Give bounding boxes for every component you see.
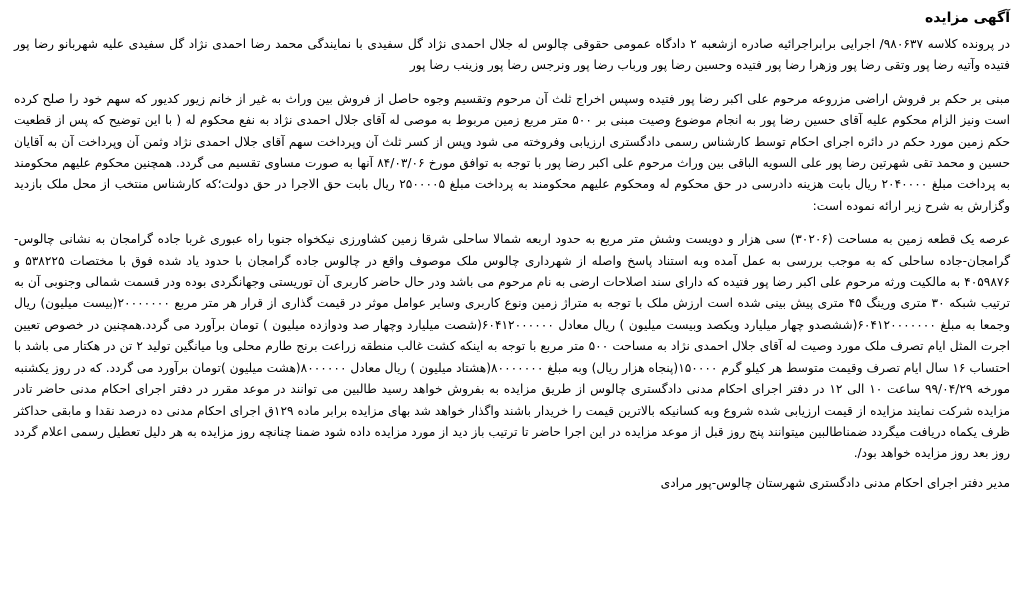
signature-line: مدیر دفتر اجرای احکام مدنی دادگستری شهرستان چالوس-پور مرادی	[660, 475, 1010, 490]
notice-title: آگهی مزایده	[924, 10, 1010, 26]
property-description-paragraph: عرصه یک قطعه زمین به مساحت (۳۰۲۰۶) سی هزار و دویست وشش متر مربع به حدود اربعه شمالا ساحلی شرقا زمین کشاورزی نیکخواه جنوبا راه عبوری غربا جاده گرامجان به نشانی چالوس- گرامجان-جاده ساحلی که به موجب بررسی به عمل آمده وبه استناد پاسخ واصله از شهرداری چالوس ملک موصوف واقع در چالوس جاده گرامجان با حدود یاد شده فوق با مختصات ۵۳۸۲۲۵ و ۴۰۵۹۸۷۶ به مالکیت ورثه مرحوم علی اکبر رضا پور فتیده که دارای سند اصلاحات ارضی به نام مرحوم می باشد ودر حال حاضر کاربری آن توریستی وجهانگردی بوده ودر قسمت شمالی وجنوبی آن به ترتیب شبکه ۳۰ متری ورینگ ۴۵ متری پیش بینی شده است ارزش ملک با توجه به متراژ زمین ونوع کاربری وسایر عوامل موثر در قیمت گذاری از قرار هر متر مربع ۲۰۰۰۰۰۰۰(بیست میلیون) ریال وجمعا به مبلغ ۶۰۴۱۲۰۰۰۰۰۰۰(ششصدو چهار میلیارد ویکصد وبیست میلیون ) ریال معادل ۶۰۴۱۲۰۰۰۰۰۰(شصت میلیارد وچهار صد ودوازده میلیون ) تومان برآورد می گردد.همچنین در خصوص تعیین اجرت المثل ایام تصرف ملک مورد وصیت له آقای جلال احمدی نژاد به مساحت ۵۰۰ متر مربع با توجه به اینکه کشت غالب منطقه زراعت برنج طارم محلی وبا میانگین تولید ۲ تن در هکتار می باشد با احتساب ۱۶ سال ایام تصرف وقیمت متوسط هر کیلو گرم ۱۵۰۰۰۰(پنجاه هزار ریال) وبه مبلغ ۸۰۰۰۰۰۰۰(هشتاد میلیون ) ریال معادل ۸۰۰۰۰۰۰(هشت میلیون )تومان برآورد می گردد. که در روز یکشنبه مورخه ۹۹/۰۴/۲۹ ساعت ۱۰ الی ۱۲ در دفتر اجرای احکام مدنی دادگستری چالوس از طریق مزایده به بفروش خواهد رسید طالبین می توانند در موعد مقرر در دفتر اجرای احکام مدنی حاضر تادر مزایده شرکت نمایند مزایده از قیمت ارزیابی شده شروع وبه کسانیکه بالاترین قیمت را خریدار باشند واگذار خواهد شد بهای مزایده برابر ماده ۱۲۹ق اجرای احکام مدنی ده درصد نقدا و مابقی حداکثر ظرف یکماه دریافت میگردد ضمناطالبین میتوانند پنج روز قبل از موعد مزایده در این اجرا حاضر تا ترتیب باز دید از مورد مزایده داده شود ضمنا چنانچه روز مزایده به هر دلیل تعطیل رسمی اعلام گردد روز بعد روز مزایده خواهد بود/.	[14, 232, 1011, 461]
judgment-paragraph: مبنی بر حکم بر فروش اراضی مزروعه مرحوم علی اکبر رضا پور فتیده وسپس اخراج ثلث آن مرحوم وتقسیم وجوه حاصل از فروش بین وراث به غیر از خانم زیور کدیور که سهم خود را صلح کرده است ونیز الزام محکوم علیه آقای حسین رضا پور به انجام موضوع وصیت مبنی بر ۵۰۰ متر مربع زمین مربوط به موصی له آقای جلال احمدی نژاد به نفع محکوم له ( با این توضیح که پس از قطعیت حکم زمین مورد حکم در دائره اجرای احکام توسط کارشناس رسمی دادگستری ارزیابی وفروخته می شود وپس از کسر ثلث آن وپرداخت سهم آقای جلال احمدی نژاد وثمن آن وپرداخت آن به آقایان حسین و محمد تقی شهرتین رضا پور علی السویه الباقی بین وراث مرحوم علی اکبر رضا پور با توجه به توافق مورخ ۸۴/۰۳/۰۶ آنها به صورت مساوی تقسیم می گردد. همچنین محکوم علیهم محکومند به پرداخت مبلغ ۲۰۴۰۰۰۰ ریال بابت هزینه دادرسی در حق محکوم له ومحکوم علیهم محکومند به پرداخت مبلغ ۲۵۰۰۰۰۵ ریال بابت حق الاجرا در حق دولت؛که کارشناس منتخب از محل ملک بازدید وگزارش به شرح زیر ارائه نموده است:	[14, 91, 1010, 213]
case-parties-paragraph: در پرونده کلاسه ۹۸۰۶۳۷/ اجرایی برابراجرائیه صادره ازشعبه ۲ دادگاه عمومی حقوقی چالوس له جلال احمدی نژاد گل سفیدی با نمایندگی محمد رضا احمدی نژاد گل سفیدی علیه شهربانو رضا پور فتیده وآتیه رضا پور وتقی رضا پور وزهرا رضا پور فتیده وحسین رضا پور ورباب رضا پور ونرجس رضا پور وزینب رضا پور	[14, 37, 1010, 73]
auction-notice-document	[14, 6, 1010, 593]
